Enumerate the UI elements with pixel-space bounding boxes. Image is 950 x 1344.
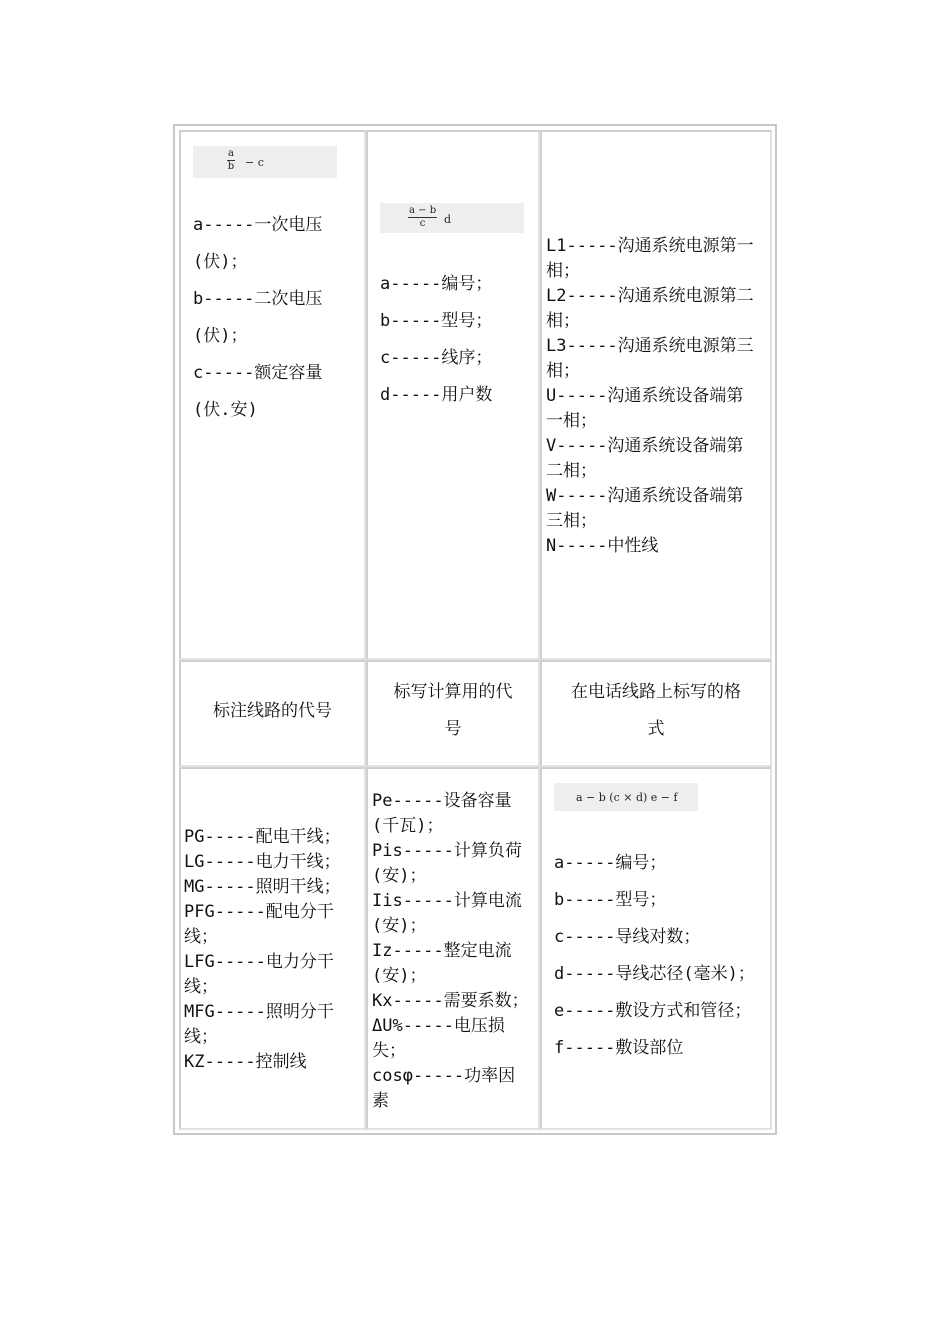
definition-line: Kx-----需要系数； <box>372 991 529 1011</box>
fraction <box>227 149 235 172</box>
definition-line: (安)； <box>372 966 427 986</box>
formula-tail: − c <box>245 156 264 169</box>
definition-line: d-----导线芯径(毫米)； <box>554 964 755 984</box>
definition-line: d-----用户数 <box>380 385 493 405</box>
definition-line: KZ-----控制线 <box>184 1052 307 1072</box>
definition-line: N-----中性线 <box>546 536 659 556</box>
definition-line: b-----型号； <box>380 311 493 331</box>
definition-line: 素 <box>372 1091 389 1111</box>
formula-image <box>380 203 524 233</box>
definition-list <box>546 234 754 559</box>
definition-line: 线； <box>184 1027 218 1047</box>
column-header <box>181 693 364 730</box>
definition-line: (伏)； <box>193 252 248 272</box>
definition-list <box>193 207 322 429</box>
definition-list <box>184 825 341 1075</box>
cell-r2c1 <box>179 660 366 767</box>
definition-list <box>372 789 529 1114</box>
definition-line: 线； <box>184 977 218 997</box>
definition-line: (伏.安) <box>193 400 258 420</box>
fraction-numerator: a − b <box>409 205 437 216</box>
definition-line: V-----沟通系统设备端第 <box>546 436 744 456</box>
cell-r3c2 <box>366 767 540 1130</box>
fraction <box>408 206 437 229</box>
definition-line: 线； <box>184 927 218 947</box>
definition-line: W-----沟通系统设备端第 <box>546 486 744 506</box>
column-header <box>542 674 770 748</box>
definition-line: 二相； <box>546 461 597 481</box>
definition-line: L1-----沟通系统电源第一 <box>546 236 754 256</box>
formula-image <box>554 783 698 811</box>
definition-line: (安)； <box>372 866 427 886</box>
definition-line: LFG-----电力分干 <box>184 952 334 972</box>
definition-line: 三相； <box>546 511 597 531</box>
definition-line: Pis-----计算负荷 <box>372 841 522 861</box>
cell-r3c1 <box>179 767 366 1130</box>
definition-line: 相； <box>546 311 580 331</box>
definition-line: c-----线序； <box>380 348 493 368</box>
formula-tail: d <box>444 213 452 226</box>
header-line: 号 <box>444 719 462 739</box>
definition-line: L2-----沟通系统电源第二 <box>546 286 754 306</box>
fraction-denominator: c <box>419 218 426 229</box>
header-line: 标注线路的代号 <box>213 701 332 721</box>
definition-line: a-----编号； <box>554 853 667 873</box>
cell-r1c3 <box>540 130 772 660</box>
cell-r2c2 <box>366 660 540 767</box>
definition-line: Iis-----计算电流 <box>372 891 522 911</box>
definition-line: MG-----照明干线； <box>184 877 341 897</box>
header-line: 标写计算用的代 <box>393 682 513 702</box>
definition-line: Pe-----设备容量 <box>372 791 512 811</box>
definition-line: f-----敷设部位 <box>554 1038 684 1058</box>
cell-r1c2 <box>366 130 540 660</box>
cell-r1c1 <box>179 130 366 660</box>
formula-text: a − b (c × d) e − f <box>576 791 678 804</box>
definition-line: PG-----配电干线； <box>184 827 341 847</box>
header-line: 在电话线路上标写的格 <box>571 682 741 702</box>
definition-line: 相； <box>546 261 580 281</box>
definition-line: e-----敷设方式和管径； <box>554 1001 752 1021</box>
definition-line: (千瓦)； <box>372 816 444 836</box>
definition-list <box>554 845 755 1067</box>
definition-line: c-----导线对数； <box>554 927 701 947</box>
definition-line: 失； <box>372 1041 406 1061</box>
definition-list <box>380 266 492 414</box>
definition-line: (安)； <box>372 916 427 936</box>
definition-line: ΔU%-----电压损 <box>372 1016 505 1036</box>
definition-line: b-----型号； <box>554 890 667 910</box>
definition-line: LG-----电力干线； <box>184 852 341 872</box>
definition-line: Iz-----整定电流 <box>372 941 512 961</box>
definition-line: MFG-----照明分干 <box>184 1002 334 1022</box>
definition-line: (伏)； <box>193 326 248 346</box>
definition-line: b-----二次电压 <box>193 289 323 309</box>
definition-line: U-----沟通系统设备端第 <box>546 386 744 406</box>
definition-line: a-----一次电压 <box>193 215 323 235</box>
fraction-denominator: b <box>227 161 235 172</box>
formula-image <box>193 146 337 178</box>
definition-line: cosφ-----功率因 <box>372 1066 516 1086</box>
table <box>173 124 777 1135</box>
definition-line: 相； <box>546 361 580 381</box>
cell-r2c3 <box>540 660 772 767</box>
definition-line: L3-----沟通系统电源第三 <box>546 336 754 356</box>
definition-line: a-----编号； <box>380 274 493 294</box>
cell-r3c3 <box>540 767 772 1130</box>
definition-line: 一相； <box>546 411 597 431</box>
definition-line: PFG-----配电分干 <box>184 902 334 922</box>
header-line: 式 <box>647 719 665 739</box>
definition-line: c-----额定容量 <box>193 363 323 383</box>
fraction-numerator: a <box>228 148 234 159</box>
column-header <box>368 674 538 748</box>
